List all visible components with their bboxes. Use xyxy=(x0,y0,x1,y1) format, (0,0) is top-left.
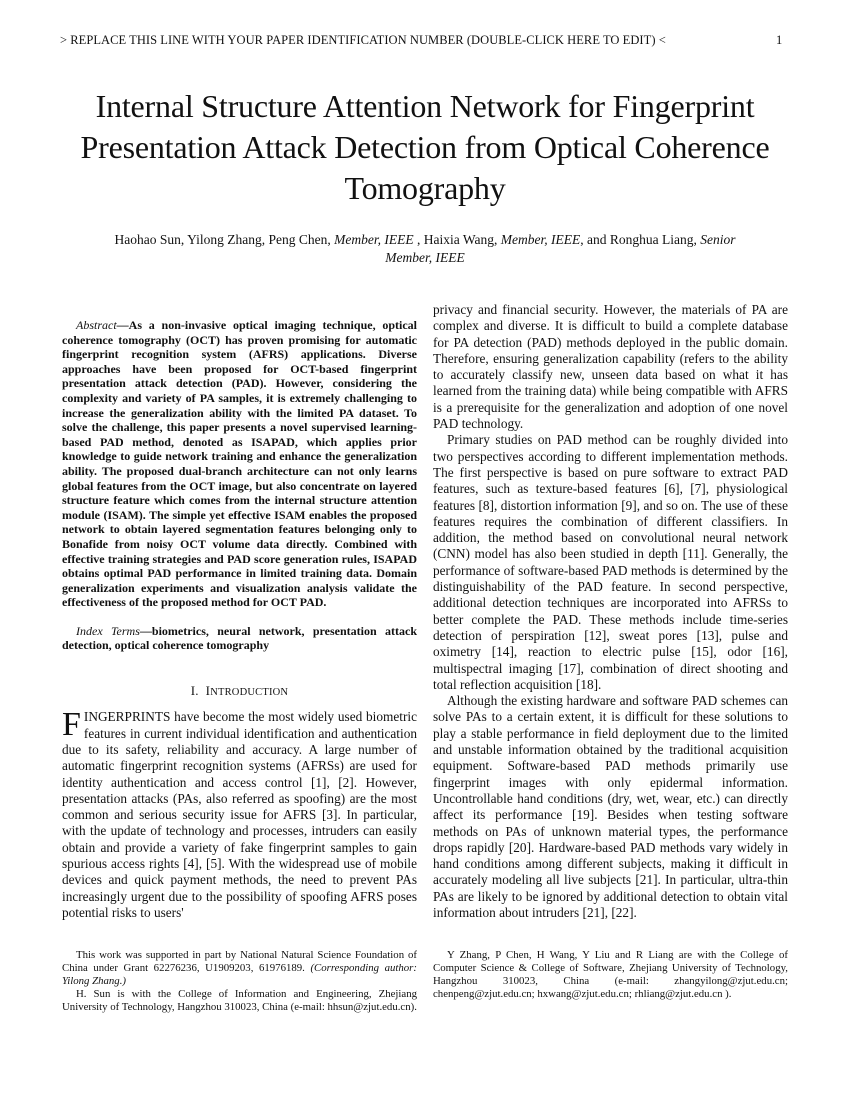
section-heading-introduction xyxy=(62,683,417,701)
author-names-3: , and Ronghua Liang, xyxy=(580,232,701,247)
footnote-affiliation-others: Y Zhang, P Chen, H Wang, Y Liu and R Liang are with the College of Computer Science & College of Software, Zhejiang University of Technology, Hangzhou 310023, China (e-mail: zhangyilong@zjut.edu.cn; chenpeng@zjut.edu.cn; hxwang@zjut.edu.cn; rhliang@zjut.edu.cn ). xyxy=(433,949,788,1000)
abstract-text: —As a non-invasive optical imaging technique, optical coherence tomography (OCT) has proven promising for automatic fingerprint recognition system (AFRS) applications. Diverse approaches have been proposed for OCT-based fingerprint presentation attack detection (PAD). However, considering the complexity and variety of PA samples, it is extremely challenging to increase the generalization ability with the limited PA dataset. To solve the challenge, this paper presents a novel supervised learning-based PAD method, denoted as ISAPAD, which applies prior knowledge to guide network training and enhance the generalization ability. The proposed dual-branch architecture can not only learns global features from the OCT image, but also concentrate on layered structure feature which comes from the internal structure attention module (ISAM). The simple yet effective ISAM enables the proposed network to obtain layered segmentation features belonging only to Bonafide from noisy OCT volume data directly. Combined with effective training strategies and PAD score generation rules, ISAPAD obtains optimal PAD performance in limited training data. Domain generalization experiments and visualization analysis validate the effectiveness of the proposed method for OCT PAD. xyxy=(62,318,417,610)
author-list xyxy=(100,231,750,266)
left-column xyxy=(62,302,417,921)
right-column xyxy=(433,302,788,921)
footnote-funding-text: This work was supported in part by National Natural Science Foundation of China under Grant 62276236, U1909203, 61976189. xyxy=(62,949,417,974)
author-role-1: Member, IEEE xyxy=(334,232,414,247)
section-number: I. xyxy=(190,683,199,699)
index-terms xyxy=(62,624,417,653)
header-replace-line: > REPLACE THIS LINE WITH YOUR PAPER IDENTIFICATION NUMBER (DOUBLE-CLICK HERE TO EDIT) < xyxy=(60,33,666,47)
footnotes-left xyxy=(62,949,417,1014)
intro-paragraph-2: Primary studies on PAD method can be roughly divided into two perspectives according to different implementation methods. The first perspective is based on pure software to extract PAD features, such as texture-based features [6], [7], physiological features [8], distortion information [9], and so on. The use of these features requires the combination of different classifiers. In addition, the method based on convolutional neural network (CNN) model has also been studied in depth [11]. Generally, the performance of software-based PAD methods is determined by the distinguishability of the PAD feature. In second perspective, additional detection techniques are incorporated into AFRSs to better complete the PAD. These methods include time-series detection of perspiration [12], sweat pores [13], pulse and oximetry [14], reaction to electric pulse [15], odor [16], multispectral imaging [17], combination of direct shooting and total reflection acquisition [18]. xyxy=(433,432,788,692)
footnote-funding xyxy=(62,949,417,988)
footnotes-right xyxy=(433,949,788,1001)
intro-paragraph-1 xyxy=(62,706,417,921)
author-names-2: , Haixia Wang, xyxy=(413,232,501,247)
page-number: 1 xyxy=(776,33,783,47)
abstract xyxy=(62,318,417,610)
author-role-3: Senior Member, IEEE xyxy=(385,232,736,265)
intro-paragraph-1-continued: privacy and financial security. However, the materials of PA are complex and diverse. It is difficult to build a complete database for PA detection (PAD) methods deployed in the public domain. Therefore, ensuring generalization capability (refers to the ability to accurately classify new, unseen data based on what it has learned from the training data) while being compatible with AFRS is a prerequisite for the generalization and adoption of one novel PAD technology. xyxy=(433,302,788,432)
intro-p1-text: have become the most widely used biometric features in current individual identification and authentication due to its safety, reliability and accuracy. A large number of automatic fingerprint recognition systems (AFRSs) are used for identity authentication and access control [1], [2]. However, presentation attacks (PAs, also referred as spoofing) are the most common and serious security issue for AFRS [3]. In particular, with the update of technology and processes, intruders can easily obtain and provide a variety of fake fingerprint samples to gain spurious access rights [4], [5]. With the widespread use of mobile devices and quick payment methods, the need to prevent PAs increasingly urgent due to the possibility of spoofing AFRS poses potential risks to users' xyxy=(62,709,417,920)
footnote-corresponding: (Corresponding author: Yilong Zhang.) xyxy=(62,962,417,987)
section-heading-first: I xyxy=(205,683,211,699)
author-role-2: Member, IEEE xyxy=(500,232,581,247)
index-terms-text: —biometrics, neural network, presentation attack detection, optical coherence tomography xyxy=(62,623,417,653)
index-terms-lead: Index Terms xyxy=(76,623,140,638)
author-names-1: Haohao Sun, Yilong Zhang, Peng Chen, xyxy=(114,232,335,247)
footnote-affiliation-sun: H. Sun is with the College of Information and Engineering, Zhejiang University of Technology, Hangzhou 310023, China (e-mail: hhsun@zjut.edu.cn). xyxy=(62,988,417,1013)
intro-first-word: INGERPRINTS xyxy=(83,709,171,725)
abstract-lead: Abstract xyxy=(76,318,117,332)
paper-title: Internal Structure Attention Network for Fingerprint Presentation Attack Detection from Optical Coherence Tomography xyxy=(80,88,770,206)
section-heading-rest: NTRODUCTION xyxy=(210,687,289,699)
intro-paragraph-3: Although the existing hardware and software PAD schemes can solve PAs to a certain extent, it is difficult for these solutions to play a stable performance in field deployment due to the limited and unstable information obtained by the traditional acquisition equipment. Software-based PAD methods primarily use fingerprint images with only epidermal information. Uncontrollable hand conditions (dry, wet, wear, etc.) can directly affect its performance [19]. Besides when testing software methods on PAs of unknown material types, the performance drops rapidly [20]. Hardware-based PAD methods vary widely in hand conditions among different subjects, making it difficult in accurately modeling all live subjects [21]. In particular, ultra-thin PAs are likely to be ignored by additional detection to obtain vital information about intruders [21], [22]. xyxy=(433,693,788,920)
drop-cap: F xyxy=(62,706,81,744)
